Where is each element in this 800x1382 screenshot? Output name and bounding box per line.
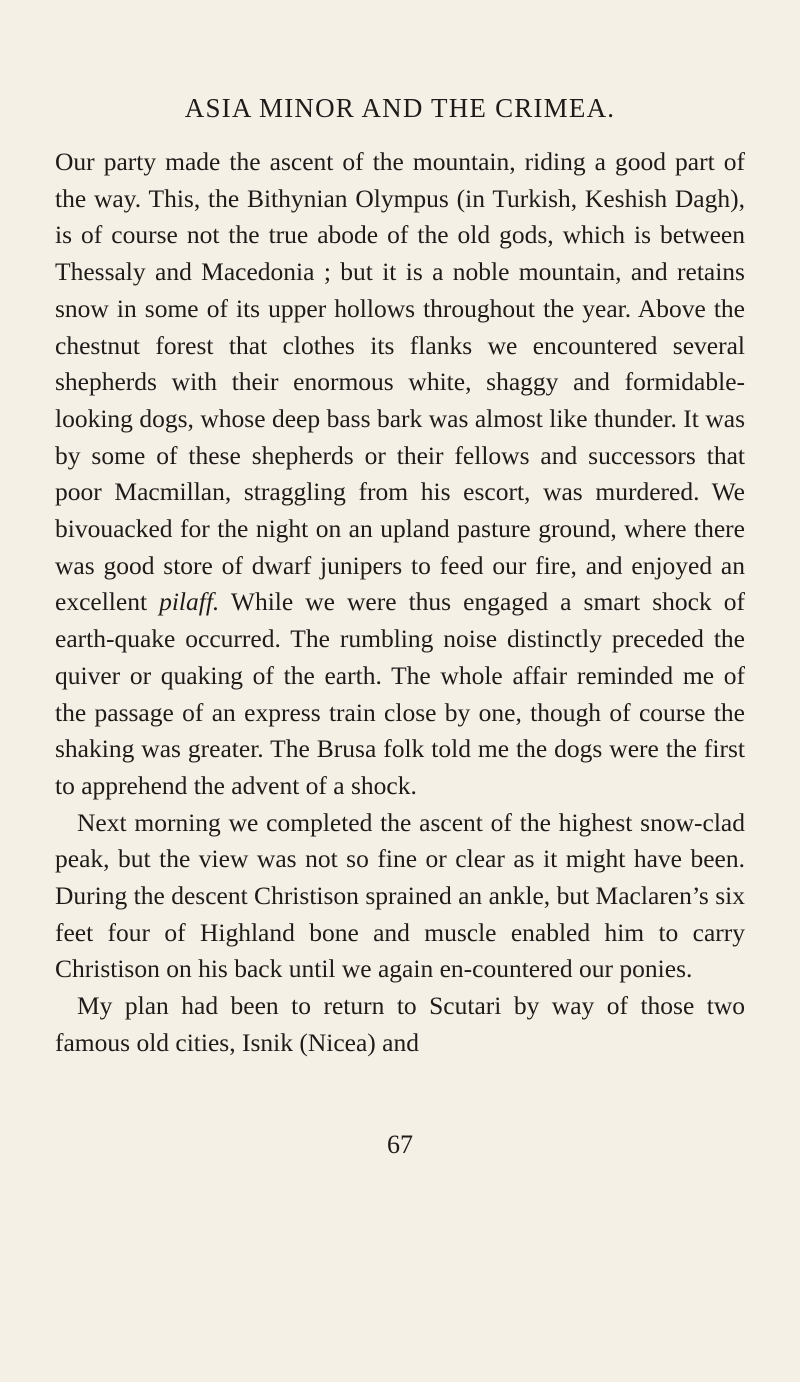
paragraph-1-text-after: While we were thus engaged a smart shock of earth-quake occurred. The rumbling noise distinctly preceded the quiver or quaking of the earth. The whole affair reminded me of the passage of an express train close by one, though of course the shaking was greater. The Brusa folk told me the dogs were the first to apprehend the advent of a shock. [55, 587, 745, 800]
paragraph-2: Next morning we completed the ascent of the highest snow-clad peak, but the view was not so fine or clear as it might have been. During the descent Christison sprained an ankle, but Maclaren’s six feet four of Highland bone and muscle enabled him to carry Christison on his back until we again en-countered our ponies. [55, 807, 745, 984]
paragraph-1 [55, 144, 745, 805]
body-text [55, 144, 745, 1062]
paragraph-1-text-before: Our party made the ascent of the mountain, riding a good part of the way. This, the Bithynian Olympus (in Turkish, Keshish Dagh), is of course not the true abode of the old gods, which is between Thessaly and Macedonia ; but it is a noble mountain, and retains snow in some of its upper hollows throughout the year. Above the chestnut forest that clothes its flanks we encountered several shepherds with their enormous white, shaggy and formidable-looking dogs, whose deep bass bark was almost like thunder. It was by some of these shepherds or their fellows and successors that poor Macmillan, straggling from his escort, was murdered. We bivouacked for the night on an upland pasture ground, where there was good store of dwarf junipers to feed our fire, and enjoyed an excellent [55, 147, 745, 617]
paragraph-1-italic-word: pilaff. [159, 587, 220, 617]
running-head: ASIA MINOR AND THE CRIMEA. [184, 93, 616, 123]
page-number: 67 [387, 1130, 413, 1159]
paragraph-3: My plan had been to return to Scutari by way of those two famous old cities, Isnik (Nicea) and [55, 991, 745, 1057]
